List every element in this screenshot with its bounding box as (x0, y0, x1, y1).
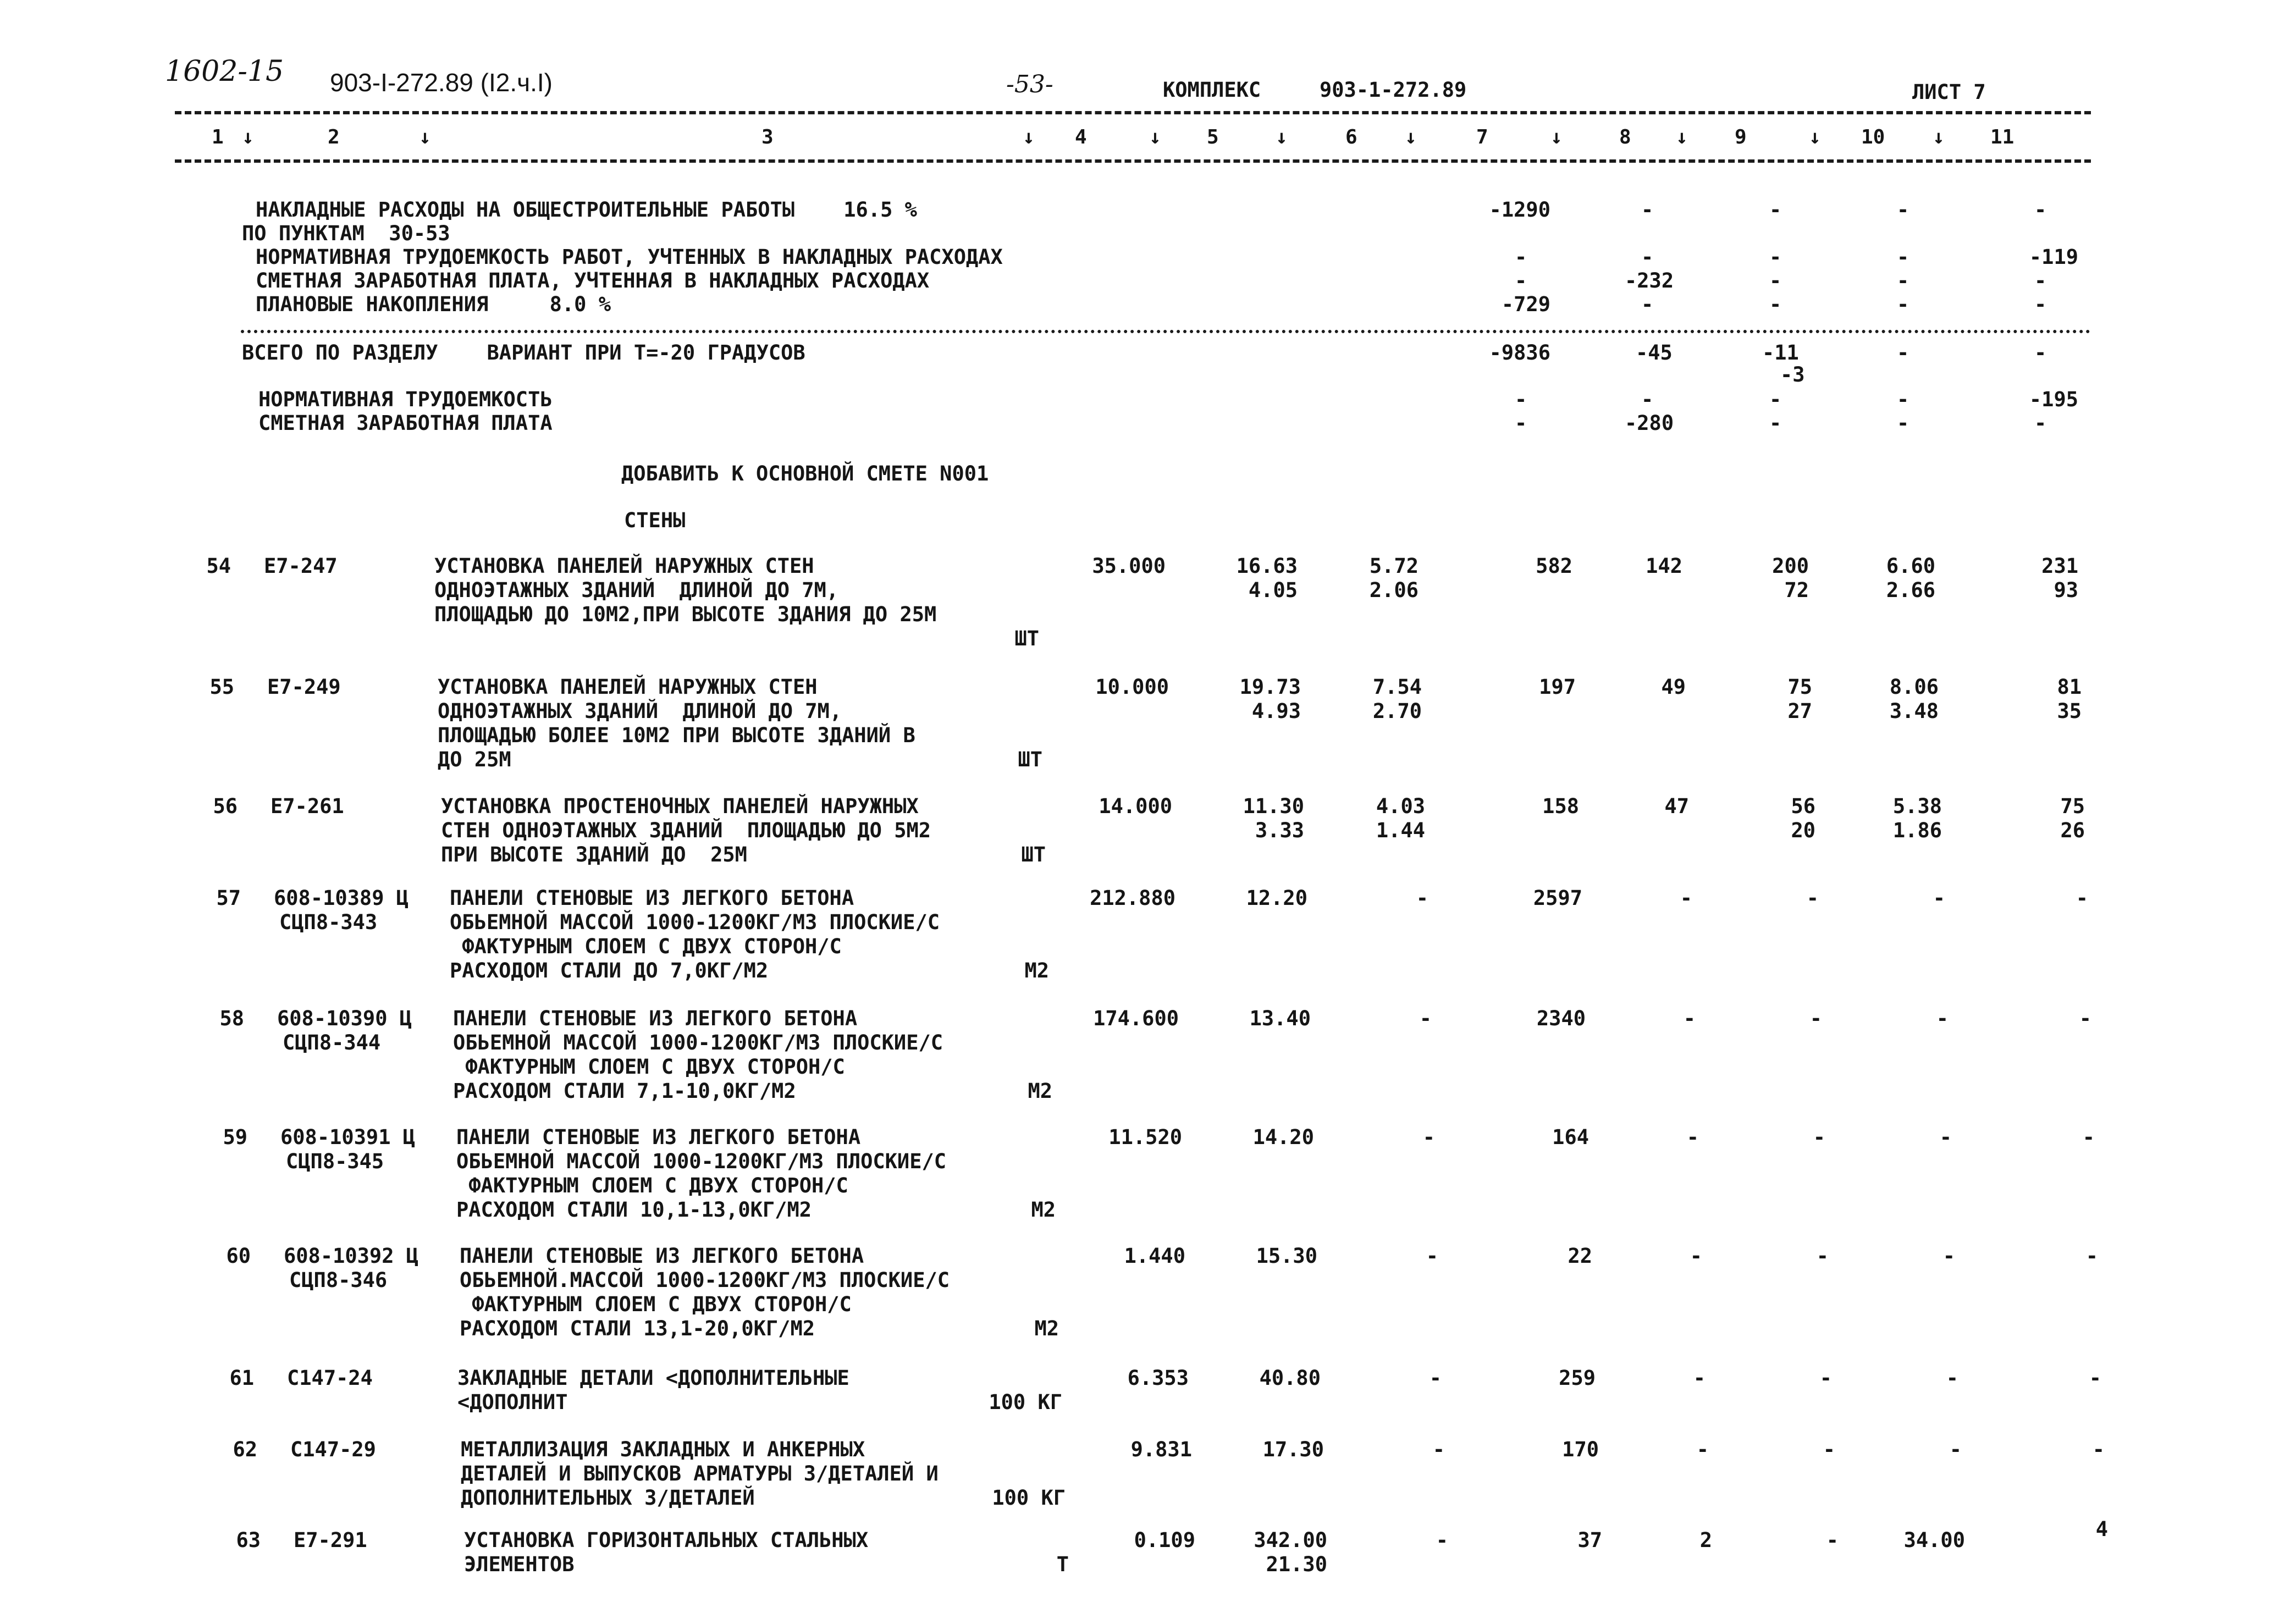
column-number: 5 (1207, 126, 1219, 148)
wage-in-overhead-col7: - (1515, 269, 1527, 292)
row-number: 60 (226, 1244, 251, 1268)
row-col8: - (1680, 886, 1692, 910)
row-col9: - (1823, 1438, 1835, 1461)
row-description: ПАНЕЛИ СТЕНОВЫЕ ИЗ ЛЕГКОГО БЕТОНА (450, 886, 854, 910)
total-labor-label: НОРМАТИВНАЯ ТРУДОЕМКОСТЬ (258, 388, 553, 411)
row-description: ОДНОЭТАЖНЫХ ЗДАНИЙ ДЛИНОЙ ДО 7М, (438, 699, 842, 723)
row-description: ОБЬЕМНОЙ МАССОЙ 1000-1200КГ/М3 ПЛОСКИЕ/С (450, 910, 940, 934)
row-unit: М2 (1024, 959, 1049, 982)
labor-in-overhead-col8: - (1641, 245, 1654, 269)
row-description: УСТАНОВКА ГОРИЗОНТАЛЬНЫХ СТАЛЬНЫХ (464, 1528, 869, 1552)
row-description: ЭЛЕМЕНТОВ (464, 1553, 575, 1576)
row-col6-sub: 2.06 (1369, 578, 1419, 602)
row-col7-total: 37 (1577, 1528, 1602, 1552)
row-col5-wage: 21.30 (1266, 1553, 1327, 1576)
row-number: 59 (223, 1125, 247, 1149)
row-col9: 75 (1787, 675, 1812, 699)
document-code: 903-I-272.89 (I2.ч.I) (330, 68, 553, 97)
row-description: ПРИ ВЫСОТЕ ЗДАНИЙ ДО 25М (441, 843, 747, 866)
row-code-alt: СЦП8-344 (283, 1031, 381, 1054)
row-description: ПЛОЩАДЬЮ БОЛЕЕ 10М2 ПРИ ВЫСОТЕ ЗДАНИЙ В (438, 723, 915, 747)
column-separator-icon: ↓ (1149, 126, 1161, 148)
row-description: ПАНЕЛИ СТЕНОВЫЕ ИЗ ЛЕГКОГО БЕТОНА (460, 1244, 864, 1268)
header-rule-bottom (175, 159, 2091, 163)
row-col10: 5.38 (1892, 794, 1942, 818)
row-col4-quantity: 212.880 (1090, 886, 1175, 910)
row-col5-unit-cost: 15.30 (1256, 1244, 1317, 1268)
section-divider-dotted (241, 330, 2091, 333)
row-col6-machines: - (1422, 1125, 1435, 1149)
row-col7-total: 2340 (1536, 1007, 1586, 1030)
row-col10: - (1949, 1438, 1962, 1461)
row-description: ФАКТУРНЫМ СЛОЕМ С ДВУХ СТОРОН/С (456, 1174, 848, 1197)
row-col5-wage: 4.05 (1248, 578, 1298, 602)
row-col11-sub: 35 (2057, 699, 2082, 723)
labor-in-overhead-col9: - (1769, 245, 1782, 269)
row-col11: 4 (2095, 1517, 2108, 1541)
column-separator-icon: ↓ (1550, 126, 1563, 148)
planned-savings-col11: - (2034, 292, 2047, 316)
row-col11-sub: 93 (2054, 578, 2078, 602)
total-labor-col9: - (1769, 388, 1782, 411)
row-col5-unit-cost: 16.63 (1236, 554, 1298, 578)
row-col11-sub: 26 (2060, 819, 2085, 842)
column-number: 6 (1345, 126, 1357, 148)
row-col11: - (2085, 1244, 2098, 1268)
row-unit: Т (1056, 1553, 1069, 1576)
total-labor-col7: - (1515, 388, 1527, 411)
row-col8: - (1686, 1125, 1699, 1149)
column-number: 7 (1476, 126, 1488, 148)
row-col10: - (1936, 1007, 1949, 1030)
column-number: 10 (1861, 126, 1885, 148)
column-number: 1 (212, 126, 224, 148)
overhead-col8: - (1641, 198, 1654, 222)
row-code: С147-24 (287, 1366, 373, 1390)
row-col4-quantity: 0.109 (1134, 1528, 1195, 1552)
section-title: СТЕНЫ (624, 509, 686, 532)
row-description: УСТАНОВКА ПАНЕЛЕЙ НАРУЖНЫХ СТЕН (438, 675, 818, 699)
row-code: E7-291 (294, 1528, 367, 1552)
row-unit: ШТ (1014, 627, 1039, 650)
overhead-label: НАКЛАДНЫЕ РАСХОДЫ НА ОБЩЕСТРОИТЕЛЬНЫЕ РАБОТЫ 16.5 % (256, 198, 917, 222)
planned-savings-col10: - (1897, 292, 1909, 316)
row-col10: 8.06 (1889, 675, 1939, 699)
column-separator-icon: ↓ (242, 126, 254, 148)
labor-in-overhead-col11: -119 (2029, 245, 2078, 269)
row-col9-sub: 20 (1791, 819, 1815, 842)
row-unit: 100 КГ (989, 1390, 1062, 1414)
overhead-col7: -1290 (1489, 198, 1550, 222)
row-col9-sub: 72 (1784, 578, 1809, 602)
row-description: ОБЬЕМНОЙ МАССОЙ 1000-1200КГ/М3 ПЛОСКИЕ/С (456, 1150, 947, 1173)
row-unit: М2 (1034, 1317, 1059, 1340)
row-description: ДЕТАЛЕЙ И ВЫПУСКОВ АРМАТУРЫ З/ДЕТАЛЕЙ И (461, 1462, 939, 1485)
row-description: ОБЬЕМНОЙ.МАССОЙ 1000-1200КГ/М3 ПЛОСКИЕ/С (460, 1268, 950, 1292)
row-col10: 34.00 (1903, 1528, 1965, 1552)
row-col10: - (1946, 1366, 1958, 1390)
row-col8: - (1683, 1007, 1696, 1030)
handwritten-archive-number: 1602-15 (165, 55, 284, 88)
row-description: <ДОПОЛНИТ (457, 1390, 568, 1414)
row-description: УСТАНОВКА ПРОСТЕНОЧНЫХ ПАНЕЛЕЙ НАРУЖНЫХ (441, 794, 919, 818)
row-description: ФАКТУРНЫМ СЛОЕМ С ДВУХ СТОРОН/С (453, 1055, 845, 1079)
row-col6-machines: - (1432, 1438, 1445, 1461)
row-col4-quantity: 1.440 (1124, 1244, 1185, 1268)
row-col7-total: 197 (1539, 675, 1576, 699)
row-col11: 75 (2060, 794, 2085, 818)
row-col4-quantity: 14.000 (1099, 794, 1172, 818)
row-col6-machines: 4.03 (1376, 794, 1425, 818)
row-col11: 81 (2057, 675, 2082, 699)
row-col6-machines: - (1429, 1366, 1442, 1390)
row-unit: М2 (1031, 1198, 1056, 1222)
row-col10: - (1942, 1244, 1955, 1268)
total-wage-label: СМЕТНАЯ ЗАРАБОТНАЯ ПЛАТА (258, 411, 553, 435)
wage-in-overhead-col9: - (1769, 269, 1782, 292)
row-col6-sub: 2.70 (1372, 699, 1422, 723)
row-col8: 47 (1664, 794, 1689, 818)
total-labor-col8: - (1641, 388, 1654, 411)
row-unit: ШТ (1021, 843, 1046, 866)
row-description: РАСХОДОМ СТАЛИ ДО 7,0КГ/М2 (450, 959, 769, 982)
row-col4-quantity: 35.000 (1092, 554, 1166, 578)
row-col4-quantity: 10.000 (1095, 675, 1169, 699)
row-number: 56 (213, 794, 238, 818)
add-to-estimate-heading: ДОБАВИТЬ К ОСНОВНОЙ СМЕТЕ N001 (621, 462, 989, 485)
column-separator-icon: ↓ (419, 126, 431, 148)
row-code: E7-247 (264, 554, 338, 578)
row-unit: М2 (1028, 1079, 1052, 1103)
row-col10: - (1933, 886, 1945, 910)
row-col11: - (2092, 1438, 2105, 1461)
section-total-col7: -9836 (1489, 341, 1550, 364)
column-separator-icon: ↓ (1933, 126, 1945, 148)
row-description: ОДНОЭТАЖНЫХ ЗДАНИЙ ДЛИНОЙ ДО 7М, (434, 578, 839, 602)
column-number: 3 (761, 126, 774, 148)
row-code-alt: СЦП8-343 (279, 910, 378, 934)
row-number: 57 (216, 886, 241, 910)
column-separator-icon: ↓ (1276, 126, 1288, 148)
column-number: 4 (1075, 126, 1087, 148)
row-description: УСТАНОВКА ПАНЕЛЕЙ НАРУЖНЫХ СТЕН (434, 554, 814, 578)
row-description: ДОПОЛНИТЕЛЬНЫХ З/ДЕТАЛЕЙ (461, 1486, 755, 1510)
row-col11: - (2079, 1007, 2091, 1030)
column-separator-icon: ↓ (1809, 126, 1821, 148)
row-col6-machines: - (1416, 886, 1428, 910)
complex-label: КОМПЛЕКС (1163, 78, 1261, 102)
row-col7-total: 170 (1562, 1438, 1599, 1461)
overhead-col11: - (2034, 198, 2047, 222)
row-col9: - (1806, 886, 1819, 910)
row-col10-sub: 1.86 (1892, 819, 1942, 842)
row-col9: - (1819, 1366, 1832, 1390)
planned-savings-col9: - (1769, 292, 1782, 316)
row-col9: - (1809, 1007, 1822, 1030)
labor-in-overhead-col7: - (1515, 245, 1527, 269)
row-col5-unit-cost: 342.00 (1254, 1528, 1327, 1552)
section-total-col11: - (2034, 341, 2047, 364)
row-col8: - (1693, 1366, 1706, 1390)
row-code: E7-249 (267, 675, 341, 699)
row-col10: - (1939, 1125, 1952, 1149)
row-col10-sub: 3.48 (1889, 699, 1939, 723)
row-col6-machines: - (1426, 1244, 1438, 1268)
planned-savings-col7: -729 (1501, 292, 1550, 316)
row-description: ПЛОЩАДЬЮ ДО 10М2,ПРИ ВЫСОТЕ ЗДАНИЯ ДО 25М (434, 603, 937, 626)
row-col5-unit-cost: 19.73 (1239, 675, 1301, 699)
row-col9: 56 (1791, 794, 1815, 818)
row-description: РАСХОДОМ СТАЛИ 7,1-10,0КГ/М2 (453, 1079, 796, 1103)
total-labor-col10: - (1897, 388, 1909, 411)
row-description: МЕТАЛЛИЗАЦИЯ ЗАКЛАДНЫХ И АНКЕРНЫХ (461, 1438, 865, 1461)
header-rule-top (175, 111, 2091, 114)
row-col10: 6.60 (1886, 554, 1935, 578)
row-col9: 200 (1772, 554, 1809, 578)
wage-in-overhead-col11: - (2034, 269, 2047, 292)
column-separator-icon: ↓ (1676, 126, 1688, 148)
row-col4-quantity: 6.353 (1127, 1366, 1189, 1390)
labor-in-overhead-label: НОРМАТИВНАЯ ТРУДОЕМКОСТЬ РАБОТ, УЧТЕННЫХ В НАКЛАДНЫХ РАСХОДАХ (256, 245, 1003, 269)
row-col7-total: 259 (1559, 1366, 1596, 1390)
row-description: ДО 25М (438, 748, 511, 771)
row-col7-total: 164 (1552, 1125, 1589, 1149)
section-total-col10: - (1897, 341, 1909, 364)
row-unit: 100 КГ (992, 1486, 1066, 1510)
row-description: ФАКТУРНЫМ СЛОЕМ С ДВУХ СТОРОН/С (450, 935, 842, 958)
row-number: 61 (229, 1366, 254, 1390)
row-col5-unit-cost: 14.20 (1252, 1125, 1314, 1149)
wage-in-overhead-col10: - (1897, 269, 1909, 292)
row-col9: - (1813, 1125, 1825, 1149)
row-description: СТЕН ОДНОЭТАЖНЫХ ЗДАНИЙ ПЛОЩАДЬЮ ДО 5М2 (441, 819, 931, 842)
sheet-label: ЛИСТ 7 (1912, 80, 1986, 104)
section-total-col9: -11 (1762, 341, 1799, 364)
row-col7-total: 2597 (1533, 886, 1582, 910)
section-total-label: ВСЕГО ПО РАЗДЕЛУ ВАРИАНТ ПРИ Т=-20 ГРАДУСОВ (242, 341, 805, 364)
total-wage-col10: - (1897, 411, 1909, 435)
row-description: ПАНЕЛИ СТЕНОВЫЕ ИЗ ЛЕГКОГО БЕТОНА (453, 1007, 858, 1030)
row-code: 608-10390 Ц (277, 1007, 412, 1030)
overhead-items: ПО ПУНКТАМ 30-53 (242, 222, 450, 245)
total-wage-col11: - (2034, 411, 2047, 435)
row-col6-machines: 7.54 (1372, 675, 1422, 699)
column-separator-icon: ↓ (1023, 126, 1035, 148)
row-col7-total: 22 (1568, 1244, 1592, 1268)
row-description: ОБЬЕМНОЙ МАССОЙ 1000-1200КГ/М3 ПЛОСКИЕ/С (453, 1031, 943, 1054)
row-code: E7-261 (271, 794, 344, 818)
row-description: РАСХОДОМ СТАЛИ 10,1-13,0КГ/М2 (456, 1198, 812, 1222)
row-col5-wage: 3.33 (1255, 819, 1304, 842)
row-col8: 2 (1699, 1528, 1712, 1552)
row-col4-quantity: 174.600 (1093, 1007, 1179, 1030)
planned-savings-label: ПЛАНОВЫЕ НАКОПЛЕНИЯ 8.0 % (256, 292, 611, 316)
row-col8: - (1696, 1438, 1709, 1461)
row-code: 608-10392 Ц (284, 1244, 419, 1268)
row-number: 54 (206, 554, 231, 578)
row-col9: - (1816, 1244, 1829, 1268)
row-col5-unit-cost: 40.80 (1259, 1366, 1321, 1390)
overhead-col9: - (1769, 198, 1782, 222)
row-col8: 142 (1646, 554, 1682, 578)
planned-savings-col8: - (1641, 292, 1654, 316)
column-number: 11 (1990, 126, 2014, 148)
row-code: 608-10391 Ц (280, 1125, 416, 1149)
complex-code: 903-1-272.89 (1320, 78, 1467, 102)
row-col8: - (1690, 1244, 1702, 1268)
row-col11: - (2076, 886, 2088, 910)
total-wage-col7: - (1515, 411, 1527, 435)
row-description: ЗАКЛАДНЫЕ ДЕТАЛИ <ДОПОЛНИТЕЛЬНЫЕ (457, 1366, 849, 1390)
row-description: РАСХОДОМ СТАЛИ 13,1-20,0КГ/М2 (460, 1317, 815, 1340)
row-col10-sub: 2.66 (1886, 578, 1935, 602)
column-separator-icon: ↓ (1405, 126, 1417, 148)
total-wage-col9: - (1769, 411, 1782, 435)
row-number: 62 (233, 1438, 257, 1461)
overhead-col10: - (1897, 198, 1909, 222)
section-total-col9-sub: -3 (1780, 363, 1805, 386)
row-col11: - (2082, 1125, 2095, 1149)
row-col6-machines: 5.72 (1369, 554, 1419, 578)
row-description: ФАКТУРНЫМ СЛОЕМ С ДВУХ СТОРОН/С (460, 1292, 852, 1316)
row-code: С147-29 (290, 1438, 376, 1461)
total-labor-col11: -195 (2029, 388, 2078, 411)
row-unit: ШТ (1018, 748, 1042, 771)
row-col8: 49 (1661, 675, 1686, 699)
total-wage-col8: -280 (1625, 411, 1674, 435)
row-col5-unit-cost: 12.20 (1246, 886, 1307, 910)
row-col6-sub: 1.44 (1376, 819, 1425, 842)
wage-in-overhead-col8: -232 (1625, 269, 1674, 292)
row-code-alt: СЦП8-345 (286, 1150, 384, 1173)
row-number: 63 (236, 1528, 261, 1552)
wage-in-overhead-label: СМЕТНАЯ ЗАРАБОТНАЯ ПЛАТА, УЧТЕННАЯ В НАКЛАДНЫХ РАСХОДАХ (256, 269, 930, 292)
row-col4-quantity: 9.831 (1130, 1438, 1192, 1461)
row-col9-sub: 27 (1787, 699, 1812, 723)
row-col7-total: 158 (1542, 794, 1579, 818)
column-number: 8 (1619, 126, 1631, 148)
column-number: 9 (1735, 126, 1747, 148)
row-col4-quantity: 11.520 (1108, 1125, 1182, 1149)
labor-in-overhead-col10: - (1897, 245, 1909, 269)
row-col5-wage: 4.93 (1251, 699, 1301, 723)
row-col7-total: 582 (1536, 554, 1572, 578)
row-col5-unit-cost: 17.30 (1262, 1438, 1324, 1461)
section-total-col8: -45 (1636, 341, 1673, 364)
column-number: 2 (328, 126, 340, 148)
page-number: -53- (1006, 70, 1053, 98)
row-col5-unit-cost: 13.40 (1249, 1007, 1311, 1030)
row-col6-machines: - (1419, 1007, 1432, 1030)
row-code: 608-10389 Ц (274, 886, 409, 910)
row-number: 55 (209, 675, 234, 699)
row-col9: - (1826, 1528, 1839, 1552)
row-code-alt: СЦП8-346 (289, 1268, 388, 1292)
row-col11: 231 (2041, 554, 2078, 578)
row-description: ПАНЕЛИ СТЕНОВЫЕ ИЗ ЛЕГКОГО БЕТОНА (456, 1125, 861, 1149)
row-col6-machines: - (1436, 1528, 1448, 1552)
row-number: 58 (219, 1007, 244, 1030)
row-col5-unit-cost: 11.30 (1243, 794, 1304, 818)
row-col11: - (2089, 1366, 2101, 1390)
